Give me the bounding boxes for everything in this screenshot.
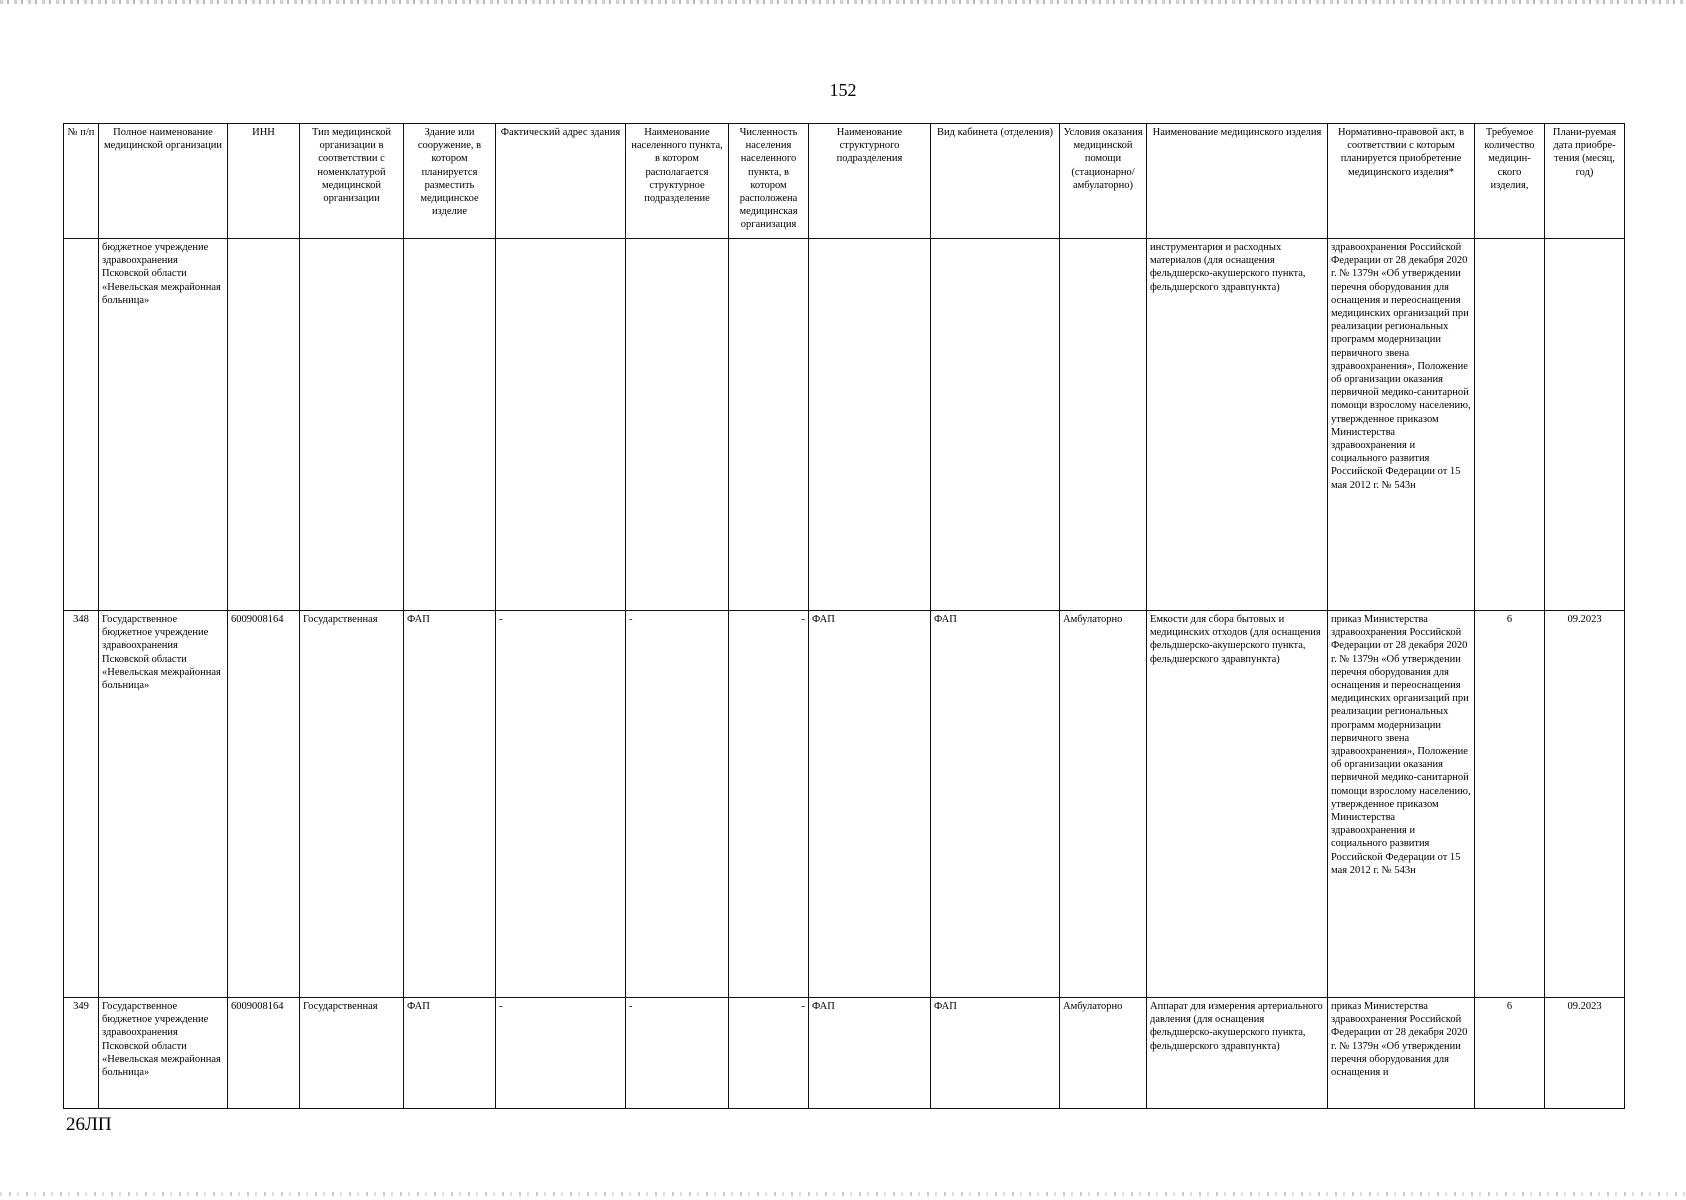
header-conditions: Условия оказания медицинской помощи (стационарно/ амбулаторно)	[1060, 124, 1147, 239]
cell-population	[729, 239, 809, 611]
header-address: Фактический адрес здания	[496, 124, 626, 239]
header-org: Полное наименование медицинской организации	[99, 124, 228, 239]
cell-conditions: Амбулаторно	[1060, 998, 1147, 1109]
cell-address: -	[496, 611, 626, 998]
cell-qty: 6	[1475, 998, 1545, 1109]
cell-qty	[1475, 239, 1545, 611]
scan-edge-top	[0, 0, 1686, 4]
cell-act: приказ Министерства здравоохранения Российской Федерации от 28 декабря 2020 г. № 1379н «Об утверждении перечня оборудования для оснащения и	[1328, 998, 1475, 1109]
cell-inn: 6009008164	[228, 611, 300, 998]
cell-settlement: -	[626, 611, 729, 998]
cell-date	[1545, 239, 1625, 611]
cell-building: ФАП	[404, 998, 496, 1109]
cell-settlement	[626, 239, 729, 611]
header-unit: Наименование структурного подразделения	[809, 124, 931, 239]
cell-conditions	[1060, 239, 1147, 611]
header-num: № п/п	[64, 124, 99, 239]
document-code: 26ЛП	[66, 1114, 112, 1135]
cell-org: бюджетное учреждение здравоохранения Псковской области «Невельская межрайонная больница»	[99, 239, 228, 611]
cell-building: ФАП	[404, 611, 496, 998]
cell-cabinet: ФАП	[931, 998, 1060, 1109]
cell-device: Аппарат для измерения артериального давления (для оснащения фельдшерско-акушерского пункта, фельдшерского здравпункта)	[1147, 998, 1328, 1109]
cell-address	[496, 239, 626, 611]
cell-unit: ФАП	[809, 611, 931, 998]
header-population: Численность населения населенного пункта, в котором расположена медицинская организация	[729, 124, 809, 239]
cell-org: Государственное бюджетное учреждение здравоохранения Псковской области «Невельская межрайонная больница»	[99, 611, 228, 998]
cell-org: Государственное бюджетное учреждение здравоохранения Псковской области «Невельская межрайонная больница»	[99, 998, 228, 1109]
cell-settlement: -	[626, 998, 729, 1109]
cell-qty: 6	[1475, 611, 1545, 998]
header-cabinet: Вид кабинета (отделения)	[931, 124, 1060, 239]
header-type: Тип медицинской организации в соответствии с номенклатурой медицинской организации	[300, 124, 404, 239]
cell-inn: 6009008164	[228, 998, 300, 1109]
table-row	[64, 611, 1625, 998]
cell-type: Государственная	[300, 998, 404, 1109]
cell-device: Емкости для сбора бытовых и медицинских отходов (для оснащения фельдшерско-акушерского пункта, фельдшерского здравпункта)	[1147, 611, 1328, 998]
table-row	[64, 239, 1625, 611]
cell-device: инструментария и расходных материалов (для оснащения фельдшерско-акушерского пункта, фельдшерского здравпункта)	[1147, 239, 1328, 611]
cell-type	[300, 239, 404, 611]
header-act: Нормативно-правовой акт, в соответствии с которым планируется приобретение медицинского изделия*	[1328, 124, 1475, 239]
header-inn: ИНН	[228, 124, 300, 239]
cell-type: Государственная	[300, 611, 404, 998]
cell-inn	[228, 239, 300, 611]
scan-edge-bottom	[0, 1192, 1686, 1196]
cell-num: 349	[64, 998, 99, 1109]
header-device: Наименование медицинского изделия	[1147, 124, 1328, 239]
equipment-registry-table	[63, 123, 1625, 1109]
header-building: Здание или сооружение, в котором планируется разместить медицинское изделие	[404, 124, 496, 239]
cell-unit	[809, 239, 931, 611]
header-row	[64, 124, 1625, 239]
cell-conditions: Амбулаторно	[1060, 611, 1147, 998]
cell-building	[404, 239, 496, 611]
cell-unit: ФАП	[809, 998, 931, 1109]
cell-cabinet: ФАП	[931, 611, 1060, 998]
table-row	[64, 998, 1625, 1109]
cell-date: 09.2023	[1545, 611, 1625, 998]
cell-population: -	[729, 998, 809, 1109]
cell-num: 348	[64, 611, 99, 998]
header-settlement: Наименование населенного пункта, в котором располагается структурное подразделение	[626, 124, 729, 239]
header-date: Плани-руемая дата приобре-тения (месяц, год)	[1545, 124, 1625, 239]
cell-act: приказ Министерства здравоохранения Российской Федерации от 28 декабря 2020 г. № 1379н «Об утверждении перечня оборудования для оснащения и переоснащения медицинских организаций при реализации региональных программ модернизации первичного звена здравоохранения», Положение об организации оказания первичной медико-санитарной помощи взрослому населению, утвержденное приказом Министерства здравоохранения и социального развития Российской Федерации от 15 мая 2012 г. № 543н	[1328, 611, 1475, 998]
header-qty: Требуемое количество медицин-ского изделия,	[1475, 124, 1545, 239]
cell-date: 09.2023	[1545, 998, 1625, 1109]
cell-cabinet	[931, 239, 1060, 611]
cell-num	[64, 239, 99, 611]
cell-population: -	[729, 611, 809, 998]
page-number: 152	[829, 80, 857, 100]
cell-act: здравоохранения Российской Федерации от 28 декабря 2020 г. № 1379н «Об утверждении перечня оборудования для оснащения и переоснащения медицинских организаций при реализации региональных программ модернизации первичного звена здравоохранения», Положение об организации оказания первичной медико-санитарной помощи взрослому населению, утвержденное приказом Министерства здравоохранения и социального развития Российской Федерации от 15 мая 2012 г. № 543н	[1328, 239, 1475, 611]
cell-address: -	[496, 998, 626, 1109]
